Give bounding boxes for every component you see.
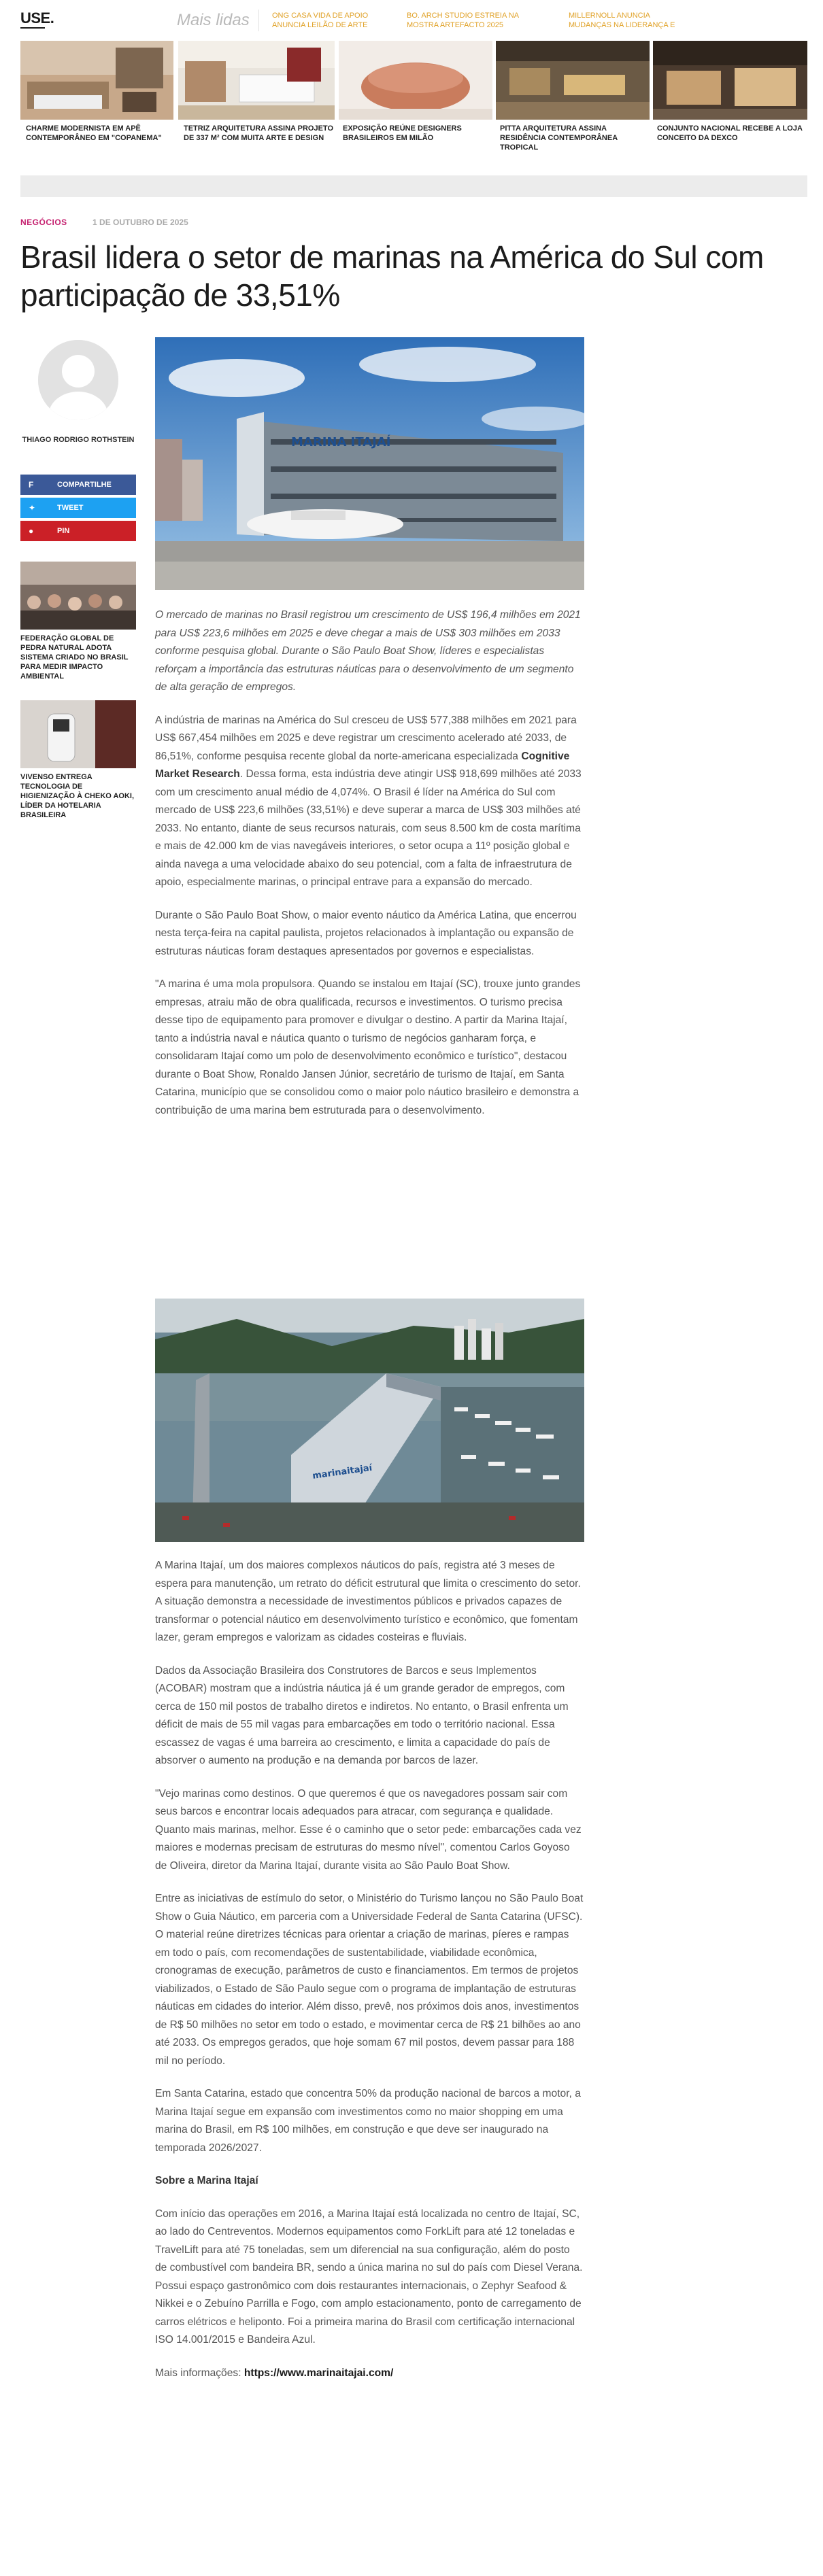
thumb-image[interactable]: [178, 41, 335, 120]
article-aerial-image: [155, 1299, 584, 1542]
ticker-link[interactable]: MILLERNOLL ANUNCIA MUDANÇAS NA LIDERANÇA E: [569, 12, 675, 29]
top-bar: [0, 0, 823, 39]
related-caption[interactable]: FEDERAÇÃO GLOBAL DE PEDRA NATURAL ADOTA SISTEMA CRIADO NO BRASIL PARA MEDIR IMPACTO AMBIENTAL: [20, 634, 129, 681]
category-link[interactable]: NEGÓCIOS: [20, 218, 67, 227]
thumb-caption[interactable]: CHARME MODERNISTA EM APÊ CONTEMPORÂNEO EM "COPANEMA": [26, 124, 162, 142]
article-title: Brasil lidera o setor de marinas na América do Sul com participação de 33,51%: [20, 239, 764, 313]
paragraph: A indústria de marinas na América do Sul cresceu de US$ 577,388 milhões em 2021 para US$ 667,454 milhões em 2025 e deve registrar um crescimento acelerado até 2033, de 86,51%, conforme pesquisa recente global da norte-americana especializada Cognitive Market Research. Dessa forma, esta indústria deve atingir US$ 918,699 milhões até 2033 com um crescimento anual médio de 4,074%. O Brasil é líder na América do Sul com mercado de US$ 223,6 milhões (33,51%) e deve superar a marca de US$ 303 milhões até 2033. No entanto, diante de seus recursos naturais, com seus 8.500 km de costa marítima e mais de 42.000 km de vias navegáveis interiores, o setor ocupa a 11º posição global e ainda navega a uma velocidade abaixo do seu potencial, com a falta de infraestrutura de apoio, especialmente marinas, o principal entrave para a expansão do mercado.: [155, 714, 582, 888]
article-meta: [20, 218, 188, 227]
paragraph: "A marina é uma mola propulsora. Quando se instalou em Itajaí (SC), trouxe junto grandes empresas, atraiu mão de obra qualificada, recursos e investimentos. O turismo precisa desse tipo de equipamento para promover e divulgar o destino. A partir da Marina Itajaí, tanto a indústria naval e náutica quanto o turismo de negócios ganharam força, e consolidaram Itajaí como um polo de desenvolvimento econômico e turístico", destacou durante o Boat Show, Ronaldo Jansen Júnior, secretário de turismo de Itajaí, em Santa Catarina, município que se consolidou como o maior polo náutico brasileiro e demonstra a contribuição de uma marina bem estruturada para o desenvolvimento.: [155, 978, 581, 1116]
ad-band: [20, 175, 807, 197]
ticker-link[interactable]: ONG CASA VIDA DE APOIO ANUNCIA LEILÃO DE ARTE: [272, 12, 369, 29]
thumb-caption[interactable]: PITTA ARQUITETURA ASSINA RESIDÊNCIA CONTEMPORÂNEA TROPICAL: [500, 124, 618, 152]
facebook-share-button[interactable]: [20, 475, 136, 495]
paragraph: Em Santa Catarina, estado que concentra 50% da produção nacional de barcos a motor, a Marina Itajaí segue em expansão com investimentos como no maior shopping em uma marina do Brasil, em R$ 100 milhões, em construção e que deve ser inaugurado na temporada 2026/2027.: [155, 2088, 581, 2154]
twitter-share-button[interactable]: [20, 498, 136, 518]
marina-sign: MARINA ITAJAÍ: [291, 435, 391, 449]
marina-sign: marinaitajaí: [312, 1462, 373, 1481]
thumb-caption[interactable]: TETRIZ ARQUITETURA ASSINA PROJETO DE 337 M² COM MUITA ARTE E DESIGN: [184, 124, 334, 142]
thumb-image[interactable]: [496, 41, 650, 120]
article-body-1: [155, 606, 584, 1135]
pinterest-share-button[interactable]: [20, 521, 136, 541]
author-name[interactable]: THIAGO RODRIGO ROTHSTEIN: [22, 436, 135, 444]
section-heading: Sobre a Marina Itajaí: [155, 2175, 258, 2186]
publish-date: 1 DE OUTUBRO DE 2025: [93, 218, 188, 227]
mais-lidas-label: Mais lidas: [177, 11, 250, 29]
article-body-2: [155, 1557, 584, 2397]
logo-underline: [20, 27, 45, 29]
related-image[interactable]: [20, 562, 136, 630]
share-label: PIN: [57, 527, 70, 535]
thumb-image[interactable]: [20, 41, 173, 120]
ticker-link[interactable]: BO. ARCH STUDIO ESTREIA NA MOSTRA ARTEFACTO 2025: [407, 12, 519, 29]
article-lead: O mercado de marinas no Brasil registrou um crescimento de US$ 196,4 milhões em 2021 para US$ 223,6 milhões em 2025 e deve chegar a mais de US$ 303 milhões em 2033 conforme pesquisa global. Durante o São Paulo Boat Show, líderes e especialistas reforçam a importância das estruturas náuticas para o desenvolvimento de um segmento de alta geração de empregos.: [155, 609, 581, 693]
paragraph: Com início das operações em 2016, a Marina Itajaí está localizada no centro de Itajaí, SC, ao lado do Centreventos. Modernos equipamentos como ForkLift para até 12 toneladas e TravelLift para até 75 toneladas, sem um diferencial na sua configuração, além do posto de combustível com bandeira BR, sendo a única marina no sul do país com Diesel Verana. Possui espaço gastronômico com dois restaurantes internacionais, o Zephyr Seafood & Nikkei e o Zebuíno Parrilla e Fogo, com amplo estacionamento, ponto de carregamento de carros elétricos e heliponto. Foi a primeira marina do Brasil com certificação internacional ISO 14.001/2015 e Bandeira Azul.: [155, 2208, 583, 2346]
author-avatar: [38, 340, 118, 420]
divider: [258, 10, 259, 31]
share-label: COMPARTILHE: [57, 481, 112, 489]
twitter-icon: ✦: [29, 503, 36, 513]
related-image[interactable]: [20, 700, 136, 768]
more-info: Mais informações: https://www.marinaitajai.com/: [155, 2367, 394, 2379]
thumb-caption[interactable]: EXPOSIÇÃO REÚNE DESIGNERS BRASILEIROS EM MILÃO: [343, 124, 462, 142]
paragraph: "Vejo marinas como destinos. O que queremos é que os navegadores possam sair com seus barcos e encontrar locais adequados para atracar, com segurança e qualidade. Quanto mais marinas, melhor. Esse é o caminho que o setor pede: embarcações cada vez maiores e modernas precisam de estruturas do mesmo nível", comentou Carlos Goyoso de Oliveira, diretor da Marina Itajaí, durante visita ao São Paulo Boat Show.: [155, 1787, 582, 1872]
marina-link[interactable]: https://www.marinaitajai.com/: [243, 2367, 394, 2379]
article-hero-image: [155, 337, 584, 590]
facebook-icon: F: [29, 480, 34, 490]
source-name: Cognitive Market Research: [155, 750, 570, 780]
pinterest-icon: ●: [29, 526, 34, 536]
site-logo[interactable]: USE.: [20, 10, 54, 27]
paragraph: Entre as iniciativas de estímulo do setor, o Ministério do Turismo lançou no São Paulo Boat Show o Guia Náutico, em parceria com a Universidade Federal de Santa Catarina (UFSC). O material reúne diretrizes técnicas para orientar a criação de marinas, píeres e rampas em todo o país, com recomendações de sustentabilidade, viabilidade econômica, cronogramas de execução, parâmetros de custo e financiamentos. Em termos de projetos viabilizados, o Estado de São Paulo segue com o programa de implantação de estruturas náuticas em cidades do interior. Além disso, prevê, nos próximos dois anos, investimentos de R$ 50 milhões no setor em todo o estado, e movimentar cerca de R$ 21 bilhões ao ano até 2033. Os empregos gerados, que hoje somam 67 mil postos, devem passar para 188 mil no período.: [155, 1893, 584, 2067]
related-caption[interactable]: VIVENSO ENTREGA TECNOLOGIA DE HIGIENIZAÇÃO À CHEKO AOKI, LÍDER DA HOTELARIA BRASILEIRA: [20, 773, 135, 819]
thumb-image[interactable]: [653, 41, 807, 120]
paragraph: Dados da Associação Brasileira dos Construtores de Barcos e seus Implementos (ACOBAR) mostram que a indústria náutica já é um grande gerador de empregos, com cerca de 150 mil postos de trabalho diretos e indiretos. No entanto, o Brasil enfrenta um déficit de mais de 55 mil vagas para embarcações em todo o território nacional. Essa escassez de vagas é uma barreira ao crescimento, e limita a capacidade do país de absorver o aumento na produção e na demanda por barcos de lazer.: [155, 1664, 569, 1766]
thumb-caption[interactable]: CONJUNTO NACIONAL RECEBE A LOJA CONCEITO DA DEXCO: [657, 124, 803, 142]
paragraph: Durante o São Paulo Boat Show, o maior evento náutico da América Latina, que encerrou nesta terça-feira na capital paulista, projetos relacionados à implantação ou expansão de estruturas náuticas foram destaques apresentados por governos e especialistas.: [155, 909, 577, 957]
thumb-image[interactable]: [339, 41, 492, 120]
paragraph: A Marina Itajaí, um dos maiores complexos náuticos do país, registra até 3 meses de espera para manutenção, um retrato do déficit estrutural que limita o crescimento do setor. A situação demonstra a necessidade de investimentos públicos e privados capazes de transformar o potencial náutico em desenvolvimento turístico e econômico, que fomentam lazer, geram empregos e valorizam as cidades costeiras e fluviais.: [155, 1560, 581, 1643]
share-label: TWEET: [57, 504, 84, 512]
